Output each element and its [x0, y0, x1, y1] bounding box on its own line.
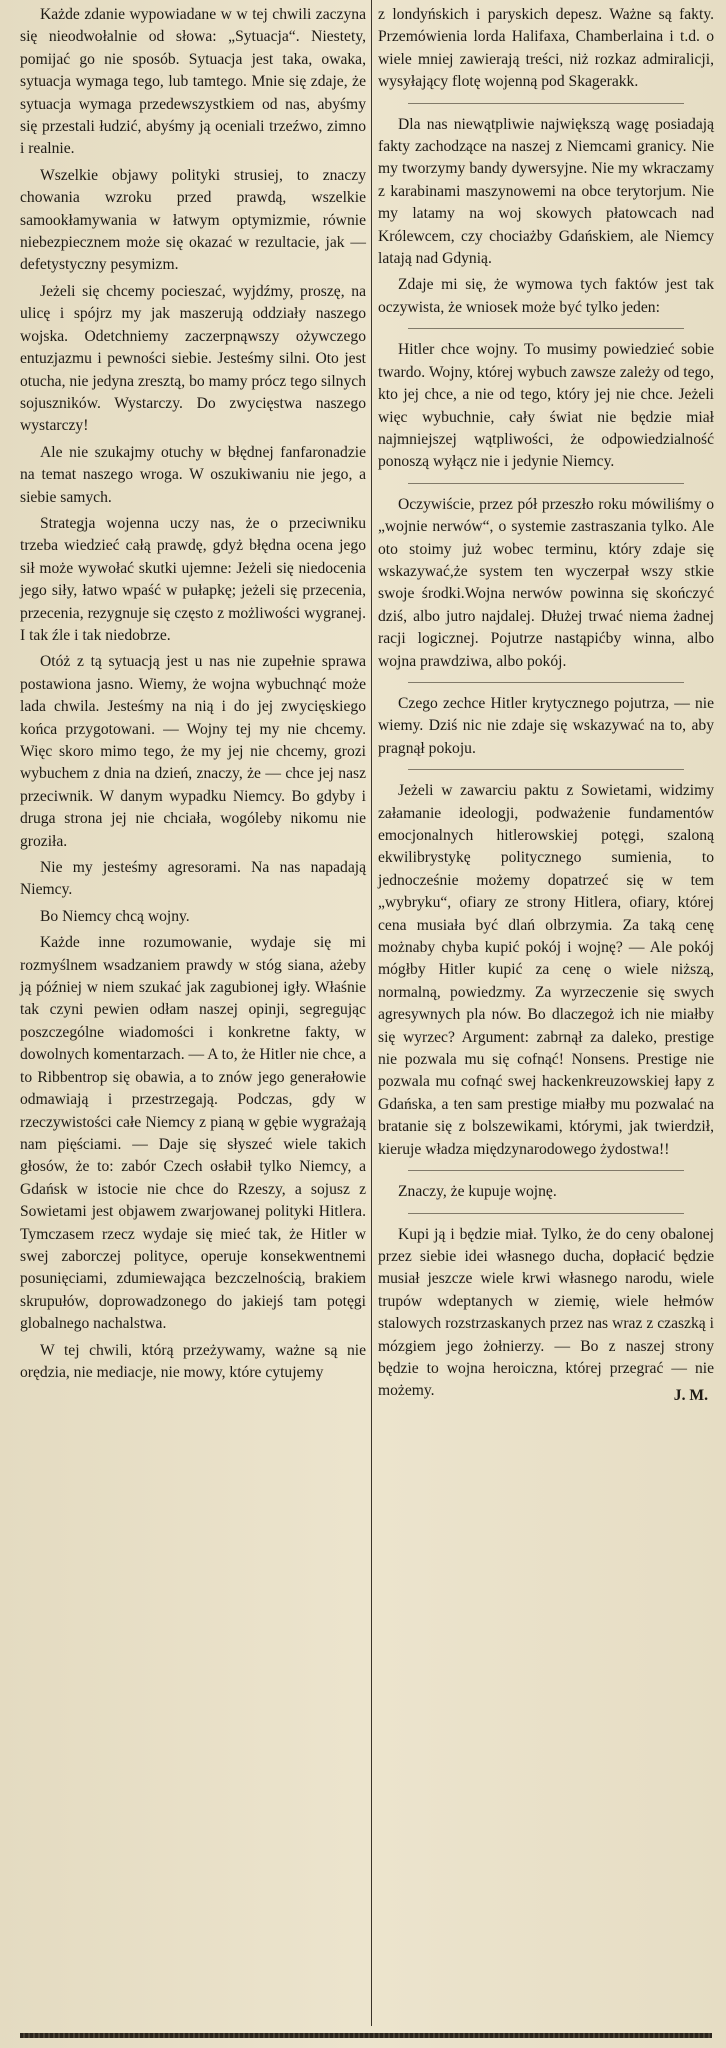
- paragraph: Zdaje mi się, że wymowa tych faktów jest tak oczywista, że wniosek może być tylko jeden:: [378, 276, 714, 316]
- section-divider: [408, 103, 684, 104]
- left-column: [20, 4, 366, 2026]
- paragraph: W tej chwili, którą przeżywamy, ważne są nie orędzia, nie mediacje, nie mowy, które cytujemy: [20, 1341, 366, 1381]
- paragraph: Hitler chce wojny. To musimy powiedzieć sobie twardo. Wojny, której wybuch zawsze zależy od tego, kto jej chce, a nie od tego, który jej nie chce. Jeżeli więc wybuchnie, cały świat nie będzie miał najmniejszej wątpliwości, że odpowiedzialność ponoszą wyłącz nie i jedynie Niemcy.: [378, 341, 714, 471]
- paragraph: Wszelkie objawy polityki strusiej, to znaczy chowania wzroku przed prawdą, wszelkie samookłamywania w łatwym optymizmie, równie niebezpiecznem może się okazać w rezultacie, jak — defetystyczny pesymizm.: [20, 166, 366, 274]
- bottom-border-rule: [20, 2033, 712, 2038]
- section-divider: [408, 1170, 684, 1171]
- section-divider: [408, 1213, 684, 1214]
- section-divider: [408, 682, 684, 683]
- paragraph: Znaczy, że kupuje wojnę.: [398, 1183, 557, 1201]
- paragraph: Jeżeli się chcemy pocieszać, wyjdźmy, proszę, na ulicę i spójrz my jak maszerują oddziały naszego wojska. Odetchniemy zaczerpnąwszy ożywczego entuzjazmu i pewności siebie. Jesteśmy silni. Oto jest otucha, nie jedyna zresztą, bo mamy prócz tego silnych sojuszników. Wystarczy. Do zwycięstwa naszego wystarczy!: [20, 282, 366, 435]
- paragraph: Oczywiście, przez pół przeszło roku mówiliśmy o „wojnie nerwów“, o systemie zastraszania tylko. Ale oto stoimy już wobec terminu, który zdaje się wskazywać,że system ten wyczerpał wszy stkie swoje środki.Wojna nerwów powinna się skończyć dziś, albo jutro najdalej. Dłużej trwać niema żadnej racji logicznej. Pojutrze nastąpićby winna, albo wojna prawdziwa, albo pokój.: [378, 495, 714, 670]
- section-divider: [408, 769, 684, 770]
- author-signature: J. M.: [673, 1386, 708, 1404]
- paragraph: Bo Niemcy chcą wojny.: [40, 907, 190, 925]
- section-divider: [408, 483, 684, 484]
- column-rule: [371, 0, 372, 2026]
- paragraph: Jeżeli w zawarciu paktu z Sowietami, widzimy załamanie ideologji, podważenie fundamentów emocjonalnych hitlerowskiej potęgi, szaloną ekwilibrystykę politycznego sumienia, to jednocześnie możemy dopatrzeć się w tem „wybryku“, ofiary ze strony Hitlera, ofiary, której cena musiała być dlań olbrzymia. Za taką cenę możnaby chyba kupić pokój i wojnę? — Ale pokój mógłby Hitler kupić za cenę o wiele niższą, normalną, powiedzmy. Za wyrzeczenie się swych agresywnych pla nów. Bo dlaczegoż ich nie miałby się wyrzec? Argument: zabrnął za daleko, prestige nie pozwala mu się cofnąć! Nonsens. Prestige nie pozwala mu cofnąć swej hackenkreuzowskiej łapy z Gdańska, a ten sam prestige miałby mu pozwalać na bratanie się z bolszewikami, którymi, jak twierdził, kieruje władza międzynarodowego żydostwa!!: [378, 782, 714, 1158]
- right-column: [378, 4, 714, 2026]
- paragraph: Każde zdanie wypowiadane w w tej chwili zaczyna się nieodwołalnie od słowa: „Sytuacja“. Niestety, pomijać go nie sposób. Sytuacja jest taka, owaka, sytuacja wymaga tego, lub tamtego. Mnie się zdaje, że sytuacja wymaga przedewszystkiem od nas, abyśmy się przestali łudzić, abyśmy ją oceniali trzeźwo, zimno i realnie.: [20, 6, 366, 158]
- paragraph: Każde inne rozumowanie, wydaje się mi rozmyślnem wsadzaniem prawdy w stóg siana, ażeby ją później w niem szukać jak zagubionej igły. Właśnie tak czyni pewien odłam naszej opinji, segregując poszczególne wiadomości i konkretne fakty, w dowolnych komentarzach. — A to, że Hitler nie chce, a to Ribbentrop się obawia, a to znów jego generałowie odmawiają i przestrzegają. Podczas, gdy w rzeczywistości całe Niemcy z pianą w gębie wygrażają nam pięściami. — Daje się słyszeć wiele takich głosów, że to: zabór Czech osłabił tylko Niemcy, a Gdańsk w istocie nie chce do Rzeszy, a sojusz z Sowietami jest objawem zwarjowanej polityki Hitlera. Tymczasem rzecz wydaje się mieć tak, że Hitler w swej zaborczej polityce, operuje konsekwentnemi posunięciami, zdumiewająca bezczelnością, brakiem skrupułów, doprowadzonego do jakiejś tam potęgi globalnego nachalstwa.: [20, 934, 366, 1333]
- paragraph: Strategja wojenna uczy nas, że o przeciwniku trzeba wiedzieć całą prawdę, gdyż błędna ocena jego sił może wywołać skutki ujemne: Jeżeli się niedocenia jego siły, łatwo wpaść w pułapkę; jeżeli się przecenia, przecenia, rezygnuje się często z możliwości wygranej. I tak źle i tak niedobrze.: [20, 514, 366, 644]
- paragraph: Otóż z tą sytuacją jest u nas nie zupełnie sprawa postawiona jasno. Wiemy, że wojna wybuchnąć może lada chwila. Jesteśmy na nią i do jej zwycięskiego końca przygotowani. — Wojny tej my nie chcemy. Więc skoro mimo tego, że my jej nie chcemy, grozi wybuchem z dnia na dzień, znaczy, że — chce jej nasz przeciwnik. W danym wypadku Niemcy. Bo gdyby i druga strona jej nie chciała, wogóleby nikomu nie groziła.: [20, 653, 366, 850]
- paragraph: Ale nie szukajmy otuchy w błędnej fanfaronadzie na temat naszego wroga. W oszukiwaniu nie jego, a siebie samych.: [20, 443, 366, 506]
- paragraph: Czego zechce Hitler krytycznego pojutrza, — nie wiemy. Dziś nic nie zdaje się wskazywać na to, aby pragnął pokoju.: [378, 694, 714, 757]
- paragraph: Dla nas niewątpliwie największą wagę posiadają fakty zachodzące na naszej z Niemcami granicy. Nie my tworzymy bandy dywersyjne. Nie my wkraczamy z karabinami maszynowemi na obce terytorjum. Nie my latamy na woj skowych płatowcach nad Królewcem, czy chociażby Gdańskiem, ale Niemcy latają nad Gdynią.: [378, 115, 714, 268]
- paragraph: Nie my jesteśmy agresorami. Na nas napadają Niemcy.: [20, 859, 366, 899]
- paragraph-continued: z londyńskich i paryskich depesz. Ważne są fakty. Przemówienia lorda Halifaxa, Chamberlaina i t.d. o wiele mniej zawierają treści, niż rozkaz admiralicji, wysyłający flotę wojenną pod Skagerakk.: [378, 6, 714, 91]
- section-divider: [408, 328, 684, 329]
- paragraph: Kupi ją i będzie miał. Tylko, że do ceny obalonej przez siebie idei własnego ducha, dopłacić będzie musiał jeszcze wiele krwi własnego narodu, wiele trupów wdeptanych w ziemię, wiele hełmów stalowych rozstrzaskanych przez nas wraz z czaszką i mózgiem jego żołnierzy. — Bo z naszej strony będzie to wojna heroiczna, której przegrać — nie możemy.: [378, 1225, 714, 1400]
